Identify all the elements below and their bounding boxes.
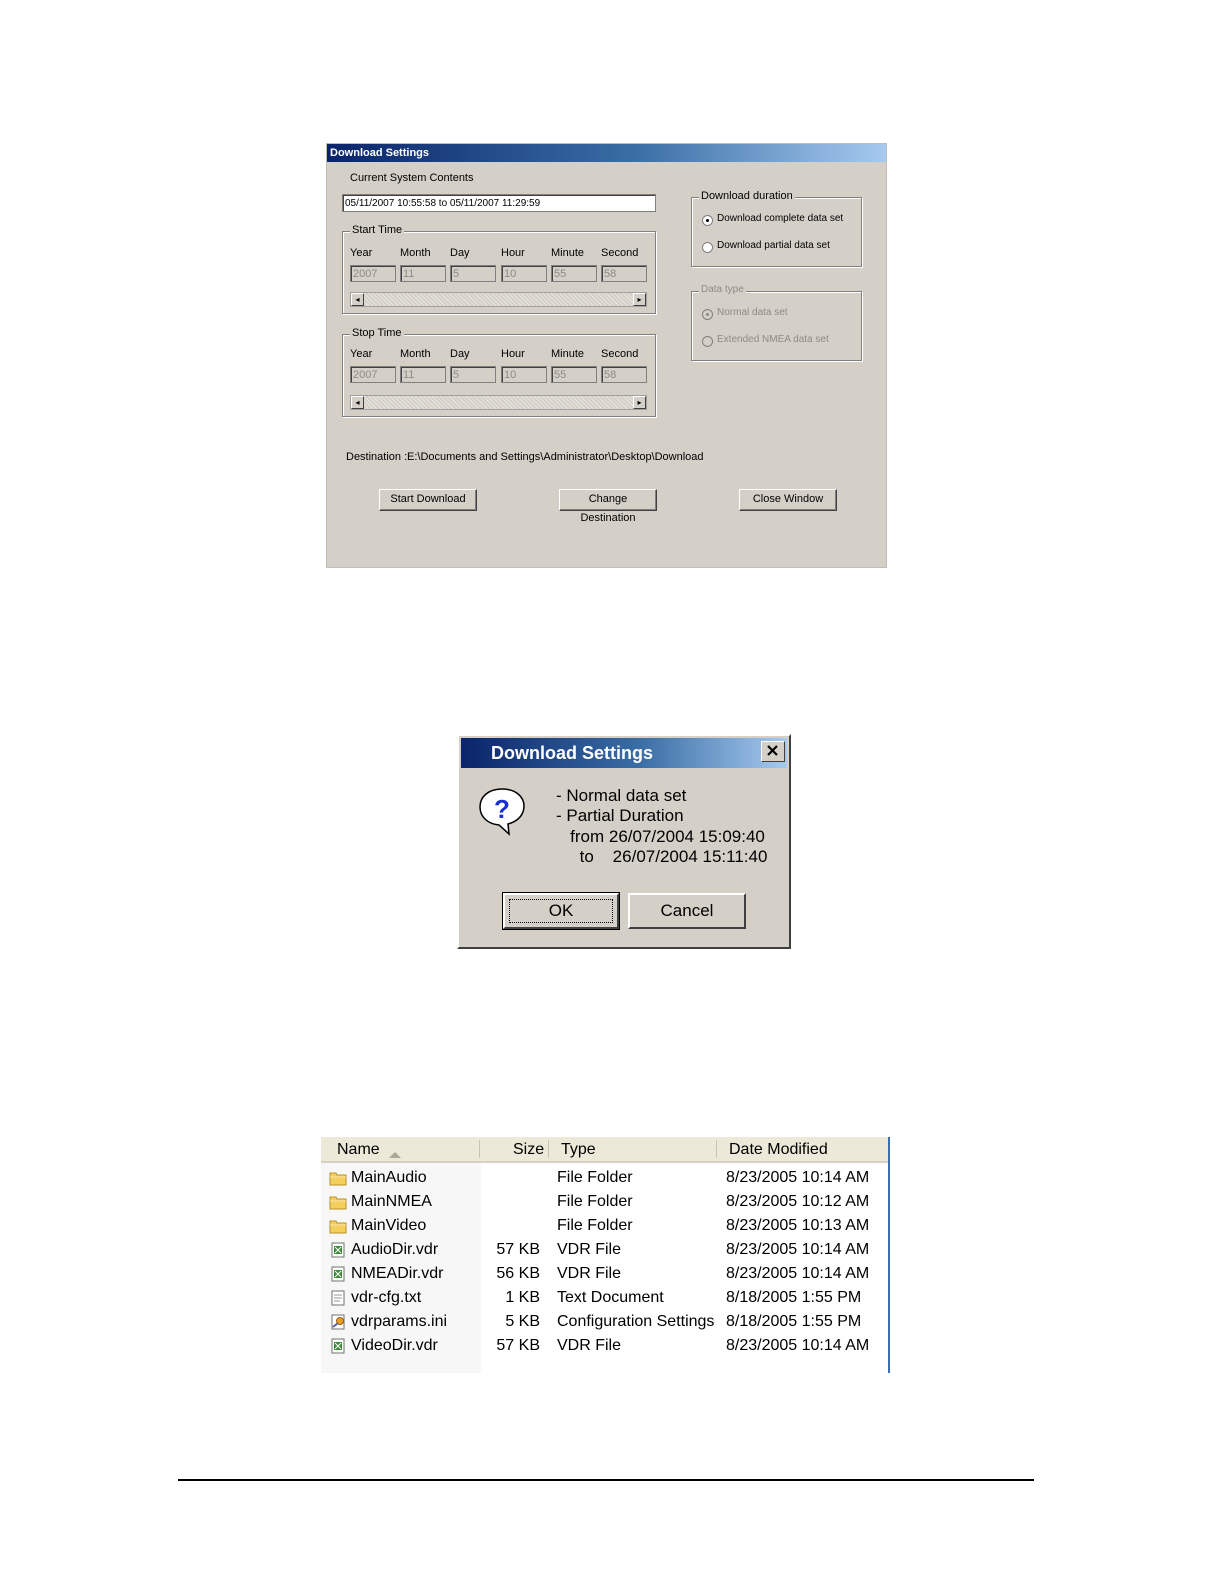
file-type: Configuration Settings: [557, 1313, 715, 1330]
stop-day-label: Day: [450, 348, 470, 360]
file-date-modified: 8/23/2005 10:14 AM: [726, 1265, 870, 1282]
vdr-file-icon: [329, 1338, 347, 1354]
file-name[interactable]: vdr-cfg.txt: [351, 1289, 422, 1306]
data-type-group: [691, 284, 862, 361]
data-type-title: Data type: [701, 284, 744, 295]
file-size: 57 KB: [496, 1337, 540, 1354]
focus-rectangle: [509, 899, 613, 923]
download-settings-window: [326, 143, 887, 568]
start-minute-field[interactable]: 55: [551, 265, 597, 282]
file-type: File Folder: [557, 1193, 633, 1210]
start-time-group: [342, 224, 656, 314]
file-name[interactable]: vdrparams.ini: [351, 1313, 448, 1330]
confirm-line-2: - Partial Duration: [556, 806, 684, 825]
folder-icon: [329, 1218, 347, 1234]
file-date-modified: 8/23/2005 10:13 AM: [726, 1217, 870, 1234]
file-row[interactable]: [321, 1334, 888, 1358]
file-type: File Folder: [557, 1169, 633, 1186]
file-date-modified: 8/18/2005 1:55 PM: [726, 1289, 862, 1306]
file-row[interactable]: [321, 1286, 888, 1310]
extended-nmea-radio[interactable]: [702, 336, 713, 347]
start-minute-label: Minute: [551, 247, 585, 259]
stop-second-field[interactable]: 58: [601, 366, 647, 383]
file-type: VDR File: [557, 1241, 622, 1258]
scroll-right-arrow-icon[interactable]: ▸: [633, 293, 646, 306]
file-row[interactable]: [321, 1262, 888, 1286]
start-month-field[interactable]: 11: [400, 265, 446, 282]
stop-month-field[interactable]: 11: [400, 366, 446, 383]
start-download-button[interactable]: Start Download: [379, 489, 477, 511]
column-header-type[interactable]: Type: [561, 1141, 596, 1158]
ok-button[interactable]: [503, 893, 619, 929]
file-row[interactable]: [321, 1310, 888, 1334]
start-month-label: Month: [400, 247, 431, 259]
file-name[interactable]: NMEADir.vdr: [351, 1265, 444, 1282]
start-hour-field[interactable]: 10: [501, 265, 547, 282]
file-date-modified: 8/18/2005 1:55 PM: [726, 1313, 862, 1330]
download-duration-title: Download duration: [701, 190, 793, 202]
download-complete-label[interactable]: Download complete data set: [717, 213, 844, 224]
stop-year-label: Year: [350, 348, 373, 360]
start-time-title: Start Time: [352, 224, 403, 236]
file-row[interactable]: [321, 1214, 888, 1238]
file-row[interactable]: [321, 1238, 888, 1262]
download-duration-group: [691, 190, 862, 267]
stop-time-group: [342, 327, 656, 417]
close-icon[interactable]: [761, 741, 785, 762]
destination-label: Destination :: [346, 451, 408, 463]
start-year-label: Year: [350, 247, 373, 259]
file-type: VDR File: [557, 1265, 622, 1282]
cancel-button[interactable]: Cancel: [628, 893, 746, 929]
folder-icon: [329, 1194, 347, 1210]
question-icon: [477, 786, 529, 836]
stop-hour-field[interactable]: 10: [501, 366, 547, 383]
file-type: File Folder: [557, 1217, 633, 1234]
vdr-file-icon: [329, 1266, 347, 1282]
file-name[interactable]: MainAudio: [351, 1169, 427, 1186]
start-year-field[interactable]: 2007: [350, 265, 396, 282]
confirm-dialog-title[interactable]: Download Settings: [461, 738, 787, 768]
download-partial-radio[interactable]: [702, 242, 713, 253]
stop-year-field[interactable]: 2007: [350, 366, 396, 383]
download-complete-radio[interactable]: [702, 215, 713, 226]
stop-day-field[interactable]: 5: [450, 366, 496, 383]
start-day-field[interactable]: 5: [450, 265, 496, 282]
file-size: 56 KB: [496, 1265, 540, 1282]
close-window-button[interactable]: Close Window: [739, 489, 837, 511]
file-name[interactable]: AudioDir.vdr: [351, 1241, 439, 1258]
stop-time-title: Stop Time: [352, 327, 402, 339]
text-file-icon: [329, 1290, 347, 1306]
start-hour-label: Hour: [501, 247, 525, 259]
column-header-size[interactable]: Size: [513, 1141, 545, 1158]
column-header-name[interactable]: Name: [337, 1141, 380, 1158]
stop-hour-label: Hour: [501, 348, 525, 360]
normal-data-set-label[interactable]: Normal data set: [717, 307, 788, 318]
file-type: Text Document: [557, 1289, 664, 1306]
column-header-date-modified[interactable]: Date Modified: [729, 1141, 828, 1158]
download-partial-label[interactable]: Download partial data set: [717, 240, 830, 251]
settings-file-icon: [329, 1314, 347, 1330]
file-row[interactable]: [321, 1166, 888, 1190]
start-time-scrollbar[interactable]: [350, 292, 647, 307]
confirm-line-3: from 26/07/2004 15:09:40: [556, 827, 765, 846]
start-day-label: Day: [450, 247, 470, 259]
stop-minute-field[interactable]: 55: [551, 366, 597, 383]
ok-button-label: OK: [548, 901, 574, 920]
file-name[interactable]: VideoDir.vdr: [351, 1337, 438, 1354]
file-list-header: [321, 1137, 888, 1163]
stop-second-label: Second: [601, 348, 639, 360]
column-divider[interactable]: [548, 1140, 549, 1158]
normal-data-set-radio[interactable]: [702, 309, 713, 320]
current-system-contents-field[interactable]: 05/11/2007 10:55:58 to 05/11/2007 11:29:59: [342, 194, 656, 212]
stop-time-scrollbar[interactable]: [350, 395, 647, 410]
column-divider[interactable]: [716, 1140, 717, 1158]
svg-text:?: ?: [494, 794, 510, 824]
file-list: [321, 1137, 890, 1373]
start-second-label: Second: [601, 247, 639, 259]
folder-icon: [329, 1170, 347, 1186]
file-date-modified: 8/23/2005 10:14 AM: [726, 1337, 870, 1354]
scroll-right-arrow-icon[interactable]: ▸: [633, 396, 646, 409]
stop-minute-label: Minute: [551, 348, 585, 360]
stop-month-label: Month: [400, 348, 431, 360]
confirm-line-1: - Normal data set: [556, 786, 687, 805]
file-date-modified: 8/23/2005 10:12 AM: [726, 1193, 870, 1210]
scroll-left-arrow-icon[interactable]: ◂: [351, 396, 364, 409]
confirm-line-4: to 26/07/2004 15:11:40: [556, 847, 768, 866]
column-divider[interactable]: [479, 1140, 480, 1158]
current-system-contents-label: Current System Contents: [350, 172, 474, 184]
file-date-modified: 8/23/2005 10:14 AM: [726, 1169, 870, 1186]
scroll-left-arrow-icon[interactable]: ◂: [351, 293, 364, 306]
file-size: 57 KB: [496, 1241, 540, 1258]
file-date-modified: 8/23/2005 10:14 AM: [726, 1241, 870, 1258]
start-second-field[interactable]: 58: [601, 265, 647, 282]
file-type: VDR File: [557, 1337, 622, 1354]
file-name[interactable]: MainNMEA: [351, 1193, 432, 1210]
download-settings-titlebar[interactable]: Download Settings: [327, 144, 886, 162]
extended-nmea-label[interactable]: Extended NMEA data set: [717, 334, 829, 345]
sort-ascending-icon: [388, 1146, 402, 1164]
change-destination-button[interactable]: Change Destination: [559, 489, 657, 511]
file-row[interactable]: [321, 1190, 888, 1214]
confirm-dialog: [457, 734, 791, 949]
file-name[interactable]: MainVideo: [351, 1217, 427, 1234]
destination-path: E:\Documents and Settings\Administrator\Desktop\Download: [407, 451, 704, 463]
file-size: 1 KB: [505, 1289, 540, 1306]
page-footer-rule: [178, 1479, 1034, 1481]
file-size: 5 KB: [505, 1313, 540, 1330]
vdr-file-icon: [329, 1242, 347, 1258]
